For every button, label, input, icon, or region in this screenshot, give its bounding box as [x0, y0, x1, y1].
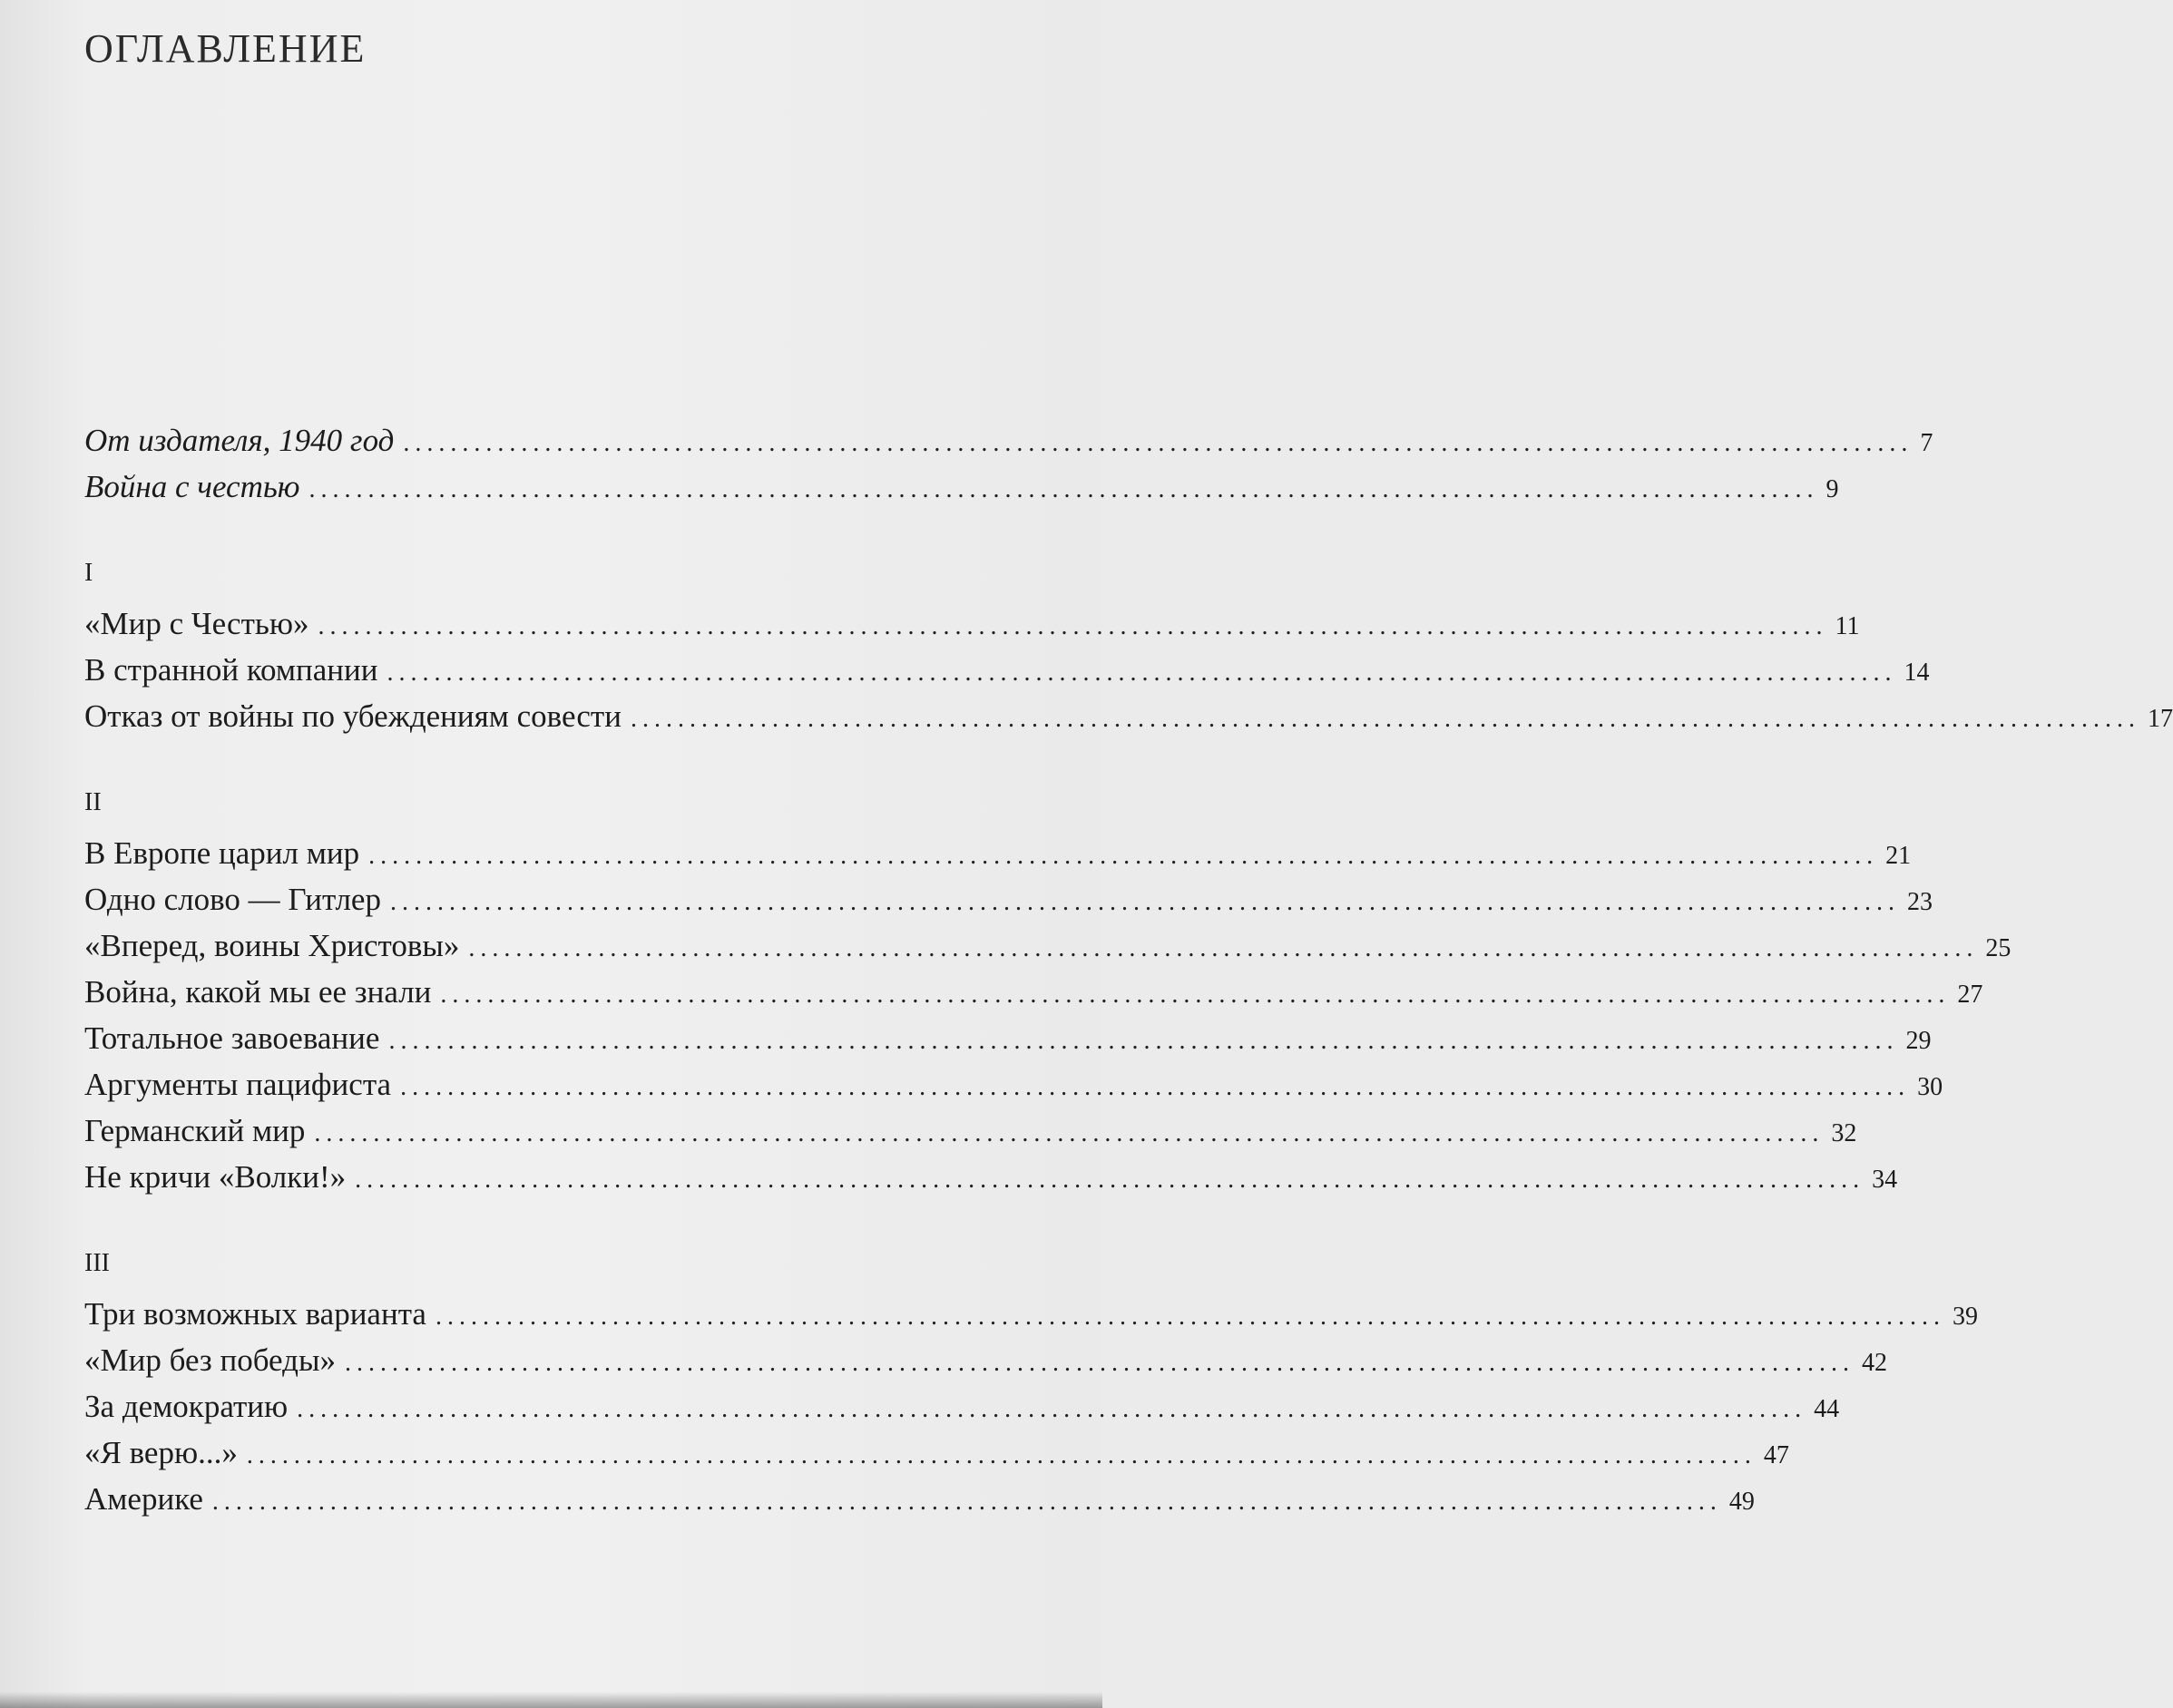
toc-section-1 — [84, 557, 2173, 739]
toc-entry-label: «Вперед, воины Христовы» — [84, 928, 460, 963]
toc-page-number: 44 — [1814, 1395, 1840, 1423]
toc-leader-dots: ................................................................................................................................ — [440, 981, 1951, 1009]
toc-entry[interactable] — [84, 922, 2011, 969]
page-title: ОГЛАВЛЕНИЕ — [84, 26, 367, 71]
toc-entry-label: Три возможных варианта — [84, 1296, 426, 1332]
toc-entry[interactable] — [84, 647, 1930, 693]
toc-entry-label: В странной компании — [84, 652, 378, 688]
toc-leader-dots: ................................................................................................................................ — [314, 1119, 1825, 1147]
toc-entry-label: «Мир с Честью» — [84, 606, 309, 641]
toc-entry[interactable] — [84, 830, 1912, 876]
toc-leader-dots: ................................................................................................................................ — [400, 1073, 1911, 1101]
toc-section-2 — [84, 786, 2011, 1200]
toc-page-number: 9 — [1826, 475, 1839, 503]
toc-entry[interactable] — [84, 1154, 1898, 1200]
toc-page-number: 29 — [1905, 1027, 1932, 1055]
section-numeral: II — [84, 788, 102, 816]
section-numeral: III — [84, 1249, 110, 1277]
toc-entry-label: Одно слово — Гитлер — [84, 882, 381, 917]
toc-leader-dots: ................................................................................................................................ — [368, 842, 1879, 870]
toc-page-number: 34 — [1872, 1166, 1898, 1194]
toc-entry-label: Германский мир — [84, 1113, 306, 1148]
toc-entry-label: Америке — [84, 1481, 203, 1517]
toc-leader-dots: ................................................................................................................................ — [246, 1441, 1757, 1469]
toc-entry-label: Не кричи «Волки!» — [84, 1159, 347, 1195]
toc-leader-dots: ................................................................................................................................ — [308, 475, 1819, 503]
toc-entry[interactable] — [84, 1061, 1943, 1108]
toc-leader-dots: ................................................................................................................................ — [630, 705, 2140, 733]
toc-entry[interactable] — [84, 876, 1933, 922]
toc-entry-label: «Я верю...» — [84, 1435, 238, 1470]
toc-leader-dots: ................................................................................................................................ — [211, 1488, 1722, 1516]
toc-page-number: 23 — [1906, 888, 1933, 916]
toc-entry[interactable] — [84, 1291, 1978, 1337]
toc-page-number: 7 — [1920, 429, 1933, 457]
toc-page-number: 21 — [1885, 842, 1912, 870]
toc-leader-dots: ................................................................................................................................ — [403, 429, 1914, 457]
toc-entry[interactable] — [84, 693, 2173, 739]
toc-page-number: 27 — [1957, 981, 1983, 1009]
toc-entry-label: От издателя, 1940 год — [84, 423, 395, 458]
toc-page-number: 11 — [1835, 612, 1860, 640]
toc-entry[interactable] — [84, 1383, 1840, 1430]
toc-leader-dots: ................................................................................................................................ — [318, 612, 1828, 640]
toc-entry-label: «Мир без победы» — [84, 1342, 336, 1378]
toc-entry-label: В Европе царил мир — [84, 835, 360, 871]
toc-page-number: 14 — [1904, 659, 1930, 687]
toc-entry[interactable] — [84, 464, 1839, 510]
toc-section-3 — [84, 1247, 1978, 1522]
toc-page-number: 30 — [1917, 1073, 1943, 1101]
toc-entry[interactable] — [84, 1476, 1755, 1522]
toc-page-number: 25 — [1985, 934, 2011, 962]
section-numeral: I — [84, 559, 93, 587]
toc-leader-dots: ................................................................................................................................ — [435, 1303, 1945, 1331]
toc-entry[interactable] — [84, 969, 1983, 1015]
page-edge-shadow — [0, 1692, 1102, 1708]
toc-leader-dots: ................................................................................................................................ — [297, 1395, 1807, 1423]
toc-leader-dots: ................................................................................................................................ — [387, 659, 1897, 687]
toc-entry-label: Тотальное завоевание — [84, 1020, 380, 1056]
toc-page-number: 49 — [1728, 1488, 1755, 1516]
toc-leader-dots: ................................................................................................................................ — [355, 1166, 1865, 1194]
toc-entry[interactable] — [84, 417, 1933, 464]
table-of-contents — [84, 417, 2173, 1569]
toc-entry-label: Война с честью — [84, 469, 300, 504]
toc-entry-label: Отказ от войны по убеждениям совести — [84, 698, 622, 734]
toc-entry-label: Война, какой мы ее знали — [84, 974, 432, 1010]
toc-page-number: 47 — [1763, 1441, 1789, 1469]
toc-entry[interactable] — [84, 1337, 1887, 1383]
toc-entry[interactable] — [84, 1108, 1857, 1154]
toc-entry[interactable] — [84, 1015, 1932, 1061]
toc-entry-label: Аргументы пацифиста — [84, 1067, 392, 1102]
toc-entry[interactable] — [84, 1430, 1789, 1476]
toc-entry[interactable] — [84, 600, 1860, 647]
toc-leader-dots: ................................................................................................................................ — [468, 934, 1979, 962]
toc-page-number: 39 — [1952, 1303, 1978, 1331]
toc-leader-dots: ................................................................................................................................ — [388, 1027, 1899, 1055]
toc-page-number: 17 — [2147, 705, 2173, 733]
toc-page-number: 32 — [1831, 1119, 1857, 1147]
toc-leader-dots: ................................................................................................................................ — [389, 888, 1900, 916]
toc-page-number: 42 — [1861, 1349, 1887, 1377]
toc-leader-dots: ................................................................................................................................ — [344, 1349, 1855, 1377]
toc-entry-label: За демократию — [84, 1389, 289, 1424]
toc-intro-group — [84, 417, 1933, 510]
